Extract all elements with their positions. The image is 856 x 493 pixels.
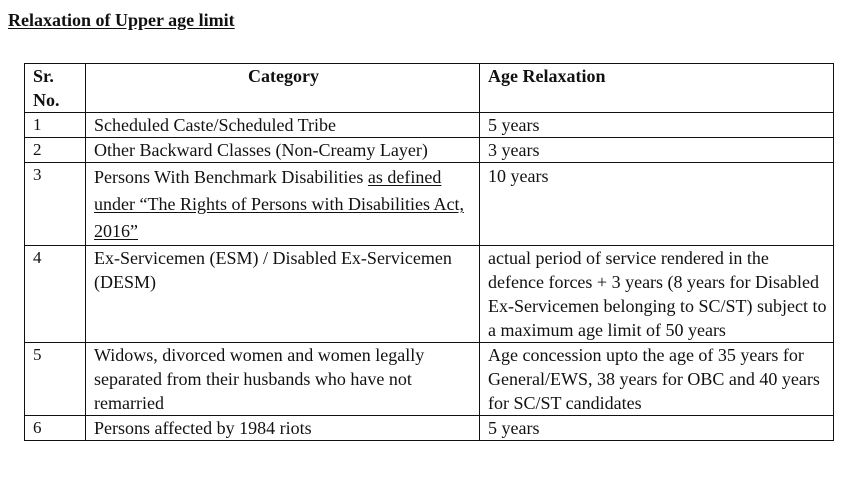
age-cell: 3 years xyxy=(480,138,834,163)
age-relaxation-table xyxy=(24,63,834,441)
category-cell: Scheduled Caste/Scheduled Tribe xyxy=(86,113,480,138)
header-category: Category xyxy=(86,64,480,113)
age-cell: 10 years xyxy=(480,163,834,246)
table-row xyxy=(25,163,834,246)
sr-cell: 6 xyxy=(25,416,86,441)
legal-reference-text: as defined under “The Rights of Persons with Disabilities Act, 2016” xyxy=(94,167,464,241)
category-cell: Persons affected by 1984 riots xyxy=(86,416,480,441)
table-row xyxy=(25,113,834,138)
sr-cell: 5 xyxy=(25,343,86,416)
age-cell: Age concession upto the age of 35 years for General/EWS, 38 years for OBC and 40 years for SC/ST candidates xyxy=(480,343,834,416)
table-row xyxy=(25,246,834,343)
category-cell: Other Backward Classes (Non-Creamy Layer) xyxy=(86,138,480,163)
category-text: Persons With Benchmark Disabilities xyxy=(94,167,368,187)
sr-cell: 3 xyxy=(25,163,86,246)
age-cell: 5 years xyxy=(480,113,834,138)
table-row xyxy=(25,416,834,441)
header-age-relaxation: Age Relaxation xyxy=(480,64,834,113)
sr-cell: 2 xyxy=(25,138,86,163)
age-cell: 5 years xyxy=(480,416,834,441)
age-cell: actual period of service rendered in the defence forces + 3 years (8 years for Disabled Ex-Servicemen belonging to SC/ST) subject to a maximum age limit of 50 years xyxy=(480,246,834,343)
sr-cell: 1 xyxy=(25,113,86,138)
table-row xyxy=(25,343,834,416)
sr-cell: 4 xyxy=(25,246,86,343)
table-row xyxy=(25,138,834,163)
category-cell xyxy=(86,163,480,246)
category-cell: Ex-Servicemen (ESM) / Disabled Ex-Servicemen (DESM) xyxy=(86,246,480,343)
category-cell: Widows, divorced women and women legally separated from their husbands who have not remarried xyxy=(86,343,480,416)
page-title: Relaxation of Upper age limit xyxy=(8,10,235,30)
header-sr-no: Sr. No. xyxy=(25,64,86,113)
table-header-row xyxy=(25,64,834,113)
